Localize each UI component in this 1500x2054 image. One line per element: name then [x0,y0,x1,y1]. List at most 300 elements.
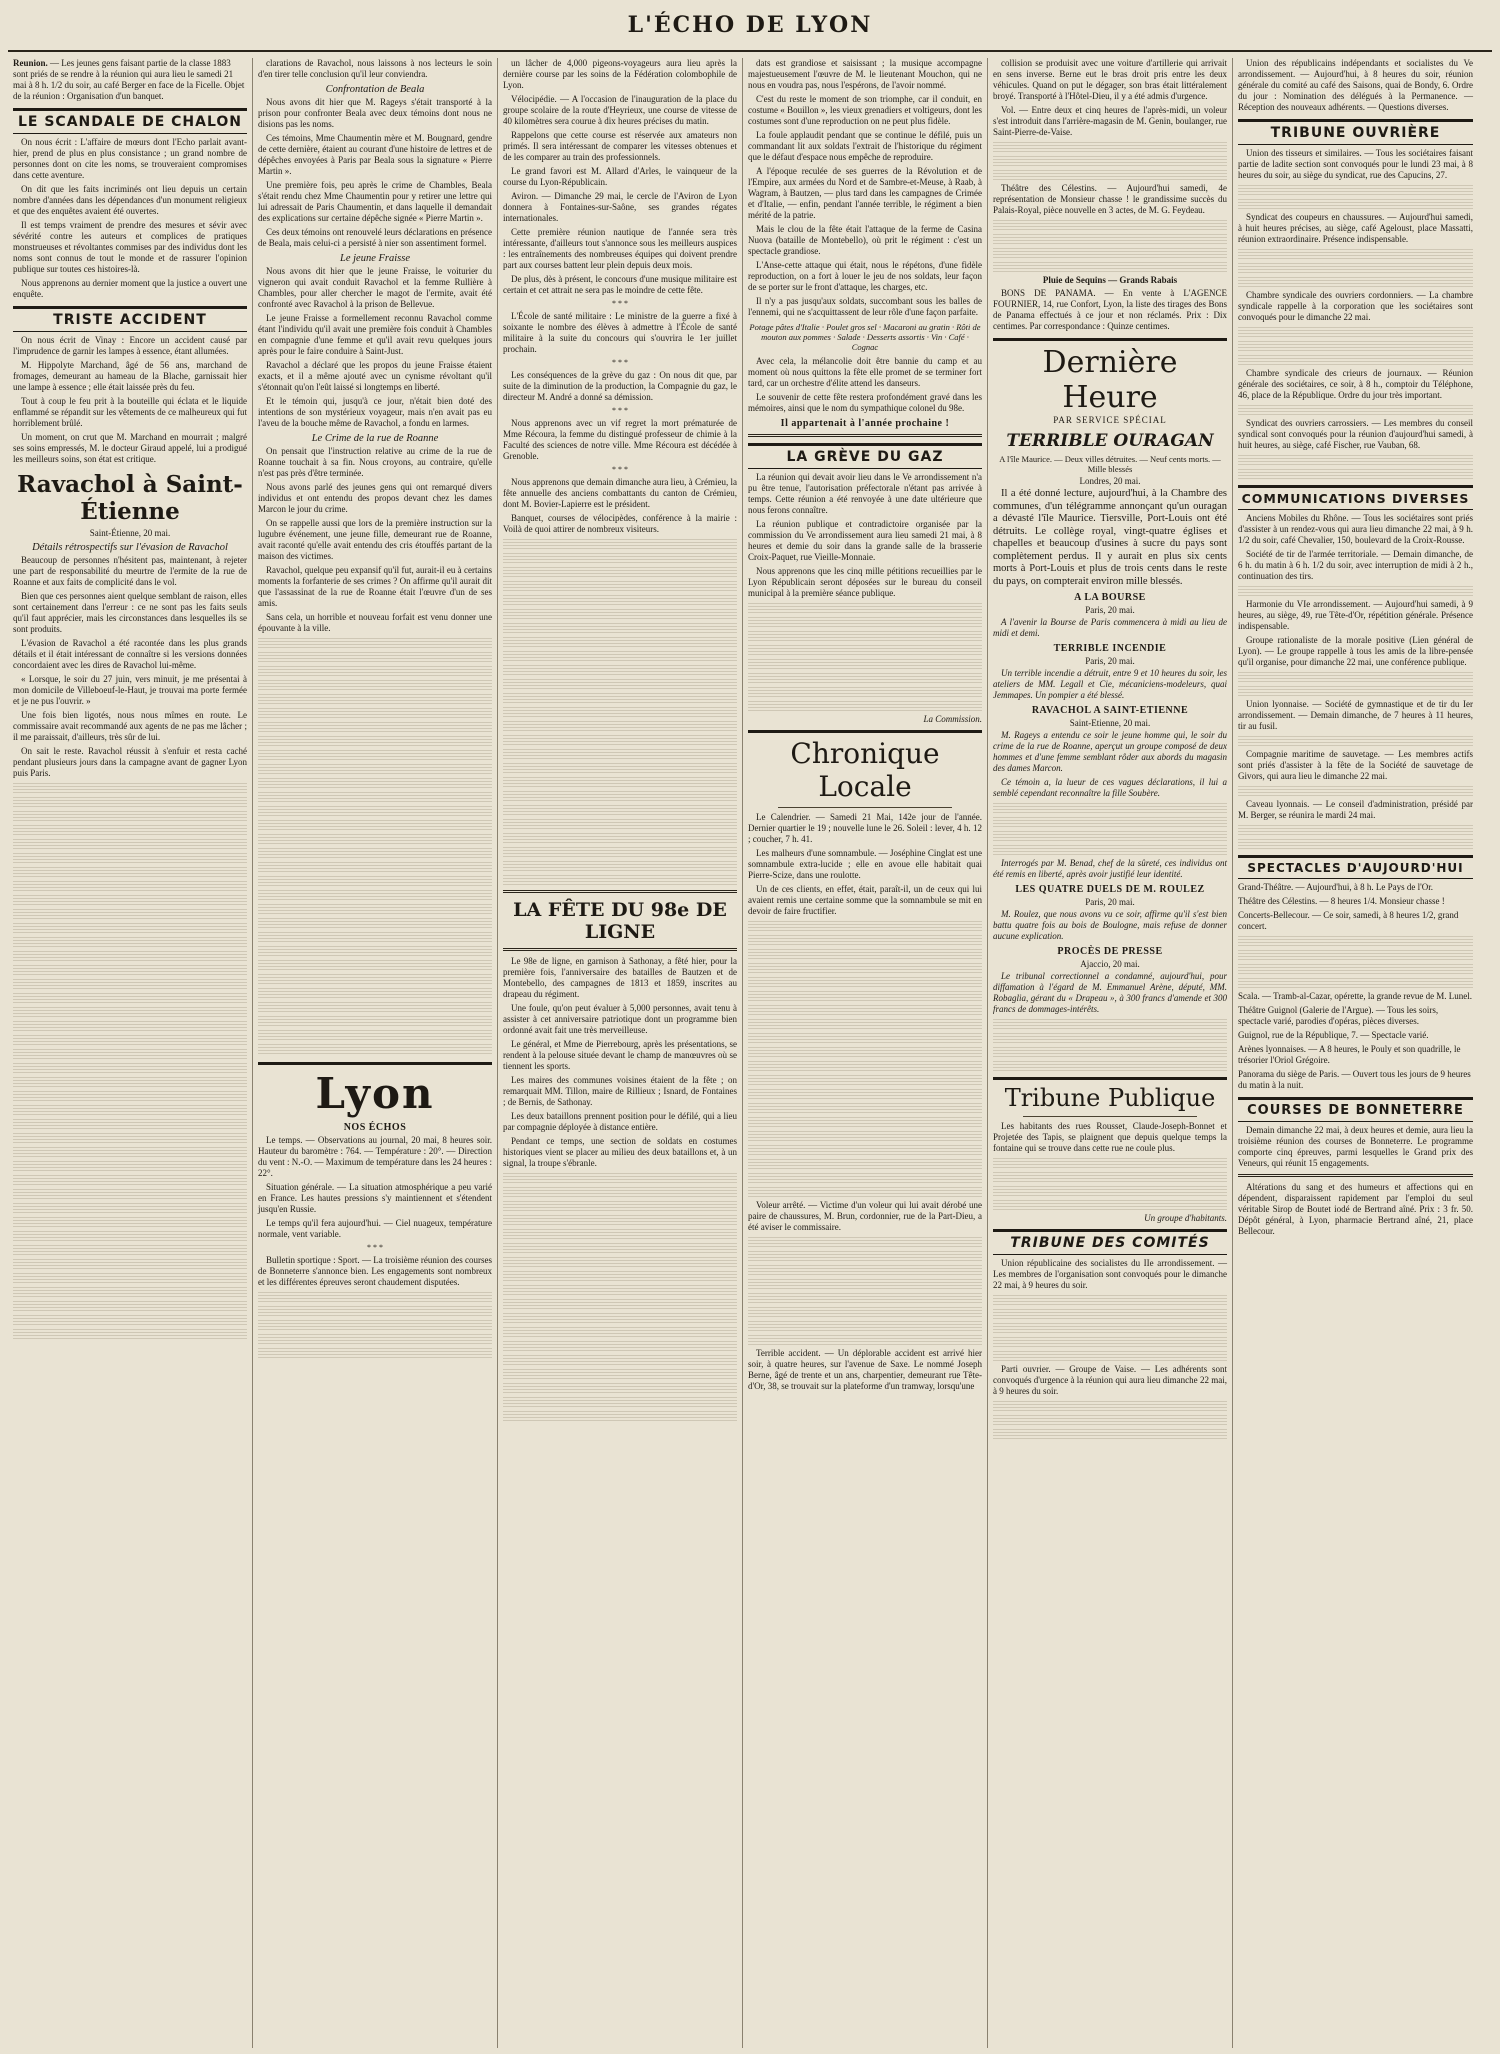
text-block [258,1347,492,1358]
article-paragraph: Chambre syndicale des crieurs de journaux. — Réunion générale des sociétaires, ce soir, à 8 h., comptoir du Téléphone, 46, place de la République. Ordre du jour très important. [1238,368,1473,400]
listing-item: Guignol, rue de la République, 7. — Spectacle varié. [1238,1030,1429,1040]
text-block [258,903,492,914]
article-paragraph: Un terrible incendie a détruit, entre 9 et 10 heures du soir, les ateliers de MM. Legall et Cie, mécaniciens-modeleurs, quai Jemmapes. Un pompier a été blessé. [993,668,1227,700]
text-block [1238,198,1473,209]
text-block [993,844,1227,855]
article-paragraph: De plus, dès à présent, le concours d'une musique militaire est certain et cet attrait ne sera pas le moindre de cette fête. [503,274,737,295]
text-block [503,650,737,661]
article-paragraph: Harmonie du VIe arrondissement. — Aujourd'hui samedi, à 9 heures, au siège, 49, rue Tête-d'Or, répétition générale. Présence indispensable. [1238,599,1473,631]
article-paragraph: Ce témoin a, la lueur de ces vagues déclarations, il lui a semblé cependant reconnaître la fille Soubère. [993,777,1227,798]
text-block [503,1228,737,1239]
text-block [503,776,737,787]
text-block [993,1185,1227,1196]
article-paragraph: Rappelons que cette course est réservée aux amateurs non primés. Il sera intéressant de comparer les vitesses obtenues et de les comparer au train des professionnels. [503,130,737,162]
headline-tribune-comites: TRIBUNE DES COMITÉS [993,1229,1227,1255]
text-block [258,749,492,760]
headline-ouragan: TERRIBLE OURAGAN [1006,431,1214,451]
text-block [748,962,982,973]
text-block [13,1160,247,1171]
text-block [748,616,982,627]
text-block [503,1298,737,1309]
text-block [993,219,1227,230]
text-block [13,1090,247,1101]
text-block [258,665,492,676]
text-block [503,1284,737,1295]
text-block [993,1322,1227,1333]
section-subtitle: PAR SERVICE SPÉCIAL [1053,415,1167,425]
text-block [258,679,492,690]
text-block [258,651,492,662]
article-paragraph: Union des tisseurs et similaires. — Tous les sociétaires faisant partie de ladite section sont convoqués pour le lundi 23 mai, à 8 heures du soir, au siège du syndicat, rue des Capucins, 27. [1238,148,1473,180]
dateline: Paris, 20 mai. [1085,605,1135,615]
article-paragraph: Le grand favori est M. Allard d'Arles, le vainqueur de la course du Lyon-Républicain. [503,166,737,187]
article-paragraph: Caveau lyonnais. — Le conseil d'administration, présidé par M. Berger, se réunira le mardi 24 mai. [1238,799,1473,820]
article-paragraph: Nous avons dit hier que le jeune Fraisse, le voiturier du vigneron qui avait conduit Ravachol et la femme Rullière à Chambles, pour aller chercher le magot de l'ermite, avait été confronté avec Ravachol à la prison de Bellevue. [258,266,492,309]
text-block [1238,963,1473,974]
dateline: Saint-Étienne, 20 mai. [89,528,171,538]
text-block [13,1202,247,1213]
text-block [1238,977,1473,988]
text-block [748,1306,982,1317]
text-block [503,706,737,717]
text-block [258,1305,492,1316]
headline-chronique-locale: Chronique Locale [748,730,982,803]
text-block [503,734,737,745]
text-block [258,791,492,802]
text-block [258,833,492,844]
divider [1238,1174,1473,1177]
text-block [503,804,737,815]
text-block [748,1018,982,1029]
listing-item: Panorama du siège de Paris. — Ouvert tous les jours de 9 heures du matin à la nuit. [1238,1069,1471,1090]
text-block [13,1244,247,1255]
text-block [503,1200,737,1211]
advert-alterations: Altérations du sang et des humeurs et affections qui en dépendent, disparaissent rapidement par l'emploi du seul véritable Sirop de Boutet iodé de Bertrand aîné. Prix : 3 fr. 50. Dépôt général, à Lyon, pharmacie Bertrand aîné, 21, place Bellecour. [1238,1182,1473,1236]
text-block [13,1174,247,1185]
text-block [503,692,737,703]
text-block [13,908,247,919]
article-paragraph: On se rappelle aussi que lors de la première instruction sur la lugubre événement, une jeune fille, demeurant rue de Roanne, avait raconté qu'elle avait entendu des cris étouffés partant de la maison des victimes. [258,518,492,561]
text-block [258,959,492,970]
text-block [1238,276,1473,287]
text-block [1238,340,1473,351]
subheading-roanne: Le Crime de la rue de Roanne [311,433,439,444]
text-block [503,608,737,619]
text-block [1238,262,1473,273]
text-block [748,1144,982,1155]
text-block [258,987,492,998]
article-paragraph: Avec cela, la mélancolie doit être bannie du camp et au moment où nous quittons la fête elle promet de se terminer fort tard, car un orchestre d'élite attend les danseurs. [748,356,982,388]
article-paragraph: un lâcher de 4,000 pigeons-voyageurs aura lieu après la dernière course par les soins de la Fédération colombophile de Lyon. [503,58,737,90]
text-block [993,169,1227,180]
article-paragraph: Nous apprenons que les cinq mille pétitions recueillies par le Lyon Républicain seront déposées sur le bureau du conseil municipal à la première séance publique. [748,566,982,598]
text-block [503,1186,737,1197]
text-block [13,964,247,975]
text-block [13,922,247,933]
article-paragraph: Banquet, courses de vélocipèdes, conférence à la mairie : Voilà de quoi attirer de nombreux visiteurs. [503,513,737,534]
text-block [13,1258,247,1269]
separator-stars: * * * [367,1243,383,1252]
article-paragraph: Le tribunal correctionnel a condamné, aujourd'hui, pour diffamation à l'égard de M. Emmanuel Arène, député, MM. Robaglia, gérant du « Drapeau », à 300 francs d'amende et 300 francs de dommages-intérêts. [993,971,1227,1014]
subheading-fraisse: Le jeune Fraisse [340,253,410,264]
headline-spectacles: SPECTACLES D'AUJOURD'HUI [1238,855,1473,879]
text-block [503,720,737,731]
text-block [503,818,737,829]
text-block [258,1001,492,1012]
text-block [258,707,492,718]
text-block [748,1060,982,1071]
text-block [748,948,982,959]
article-paragraph: Mais le clou de la fête était l'attaque de la ferme de Casina Nuova (bataille de Montebello), où prit le régiment : c'est un spectacle grandiose. [748,224,982,256]
text-block [258,637,492,648]
text-block [13,992,247,1003]
text-block [13,1062,247,1073]
text-block [503,678,737,689]
signature: Un groupe d'habitants. [1144,1213,1227,1223]
dateline: Londres, 20 mai. [1079,476,1141,486]
article-paragraph: Il a été donné lecture, aujourd'hui, à la Chambre des communes, d'un télégramme annonçant qu'un ouragan a dévasté l'île Maurice. Tiersville, Port-Louis ont été détruits. Le collège royal, vingt-quatre églises et chapelles et beaucoup d'usines à sucre du pays sont complètement perdus. Il y aurait en plus six cents morts à Port-Louis et plus de trois cents dans le reste du pays, on compterait environ mille blessés. [993,488,1227,587]
column-6 [1233,58,1478,2048]
text-block [13,824,247,835]
text-block [748,1032,982,1043]
article-paragraph: « Lorsque, le soir du 27 juin, vers minuit, je me présentai à mon domicile de Villeboeuf-le-Haut, je trouvai ma porte fermée et je ne pus l'ouvrir. » [13,674,247,706]
subheading-confrontation: Confrontation de Beala [325,84,425,95]
article-paragraph: Les habitants des rues Rousset, Claude-Joseph-Bonnet et Projetée des Tapis, se plaignent que depuis quelque temps la fontaine qui se trouve dans cette rue ne coule plus. [993,1121,1227,1153]
article-paragraph: M. Hippolyte Marchand, âgé de 56 ans, marchand de fromages, demeurant au hameau de la Blache, garnissait hier une lampe à essence ; elle était laissée près du feu. [13,360,247,392]
text-block [13,978,247,989]
article-paragraph: Société de tir de l'armée territoriale. — Demain dimanche, de 6 h. du matin à 6 h. 1/2 du soir, avec interruption de midi à 2 h., continuation des tirs. [1238,549,1473,581]
text-block [503,1214,737,1225]
text-block [503,538,737,549]
text-block [1238,685,1473,696]
divider [748,434,982,437]
text-block [748,1102,982,1113]
article-paragraph: Terrible accident. — Un déplorable accident est arrivé hier soir, à quatre heures, sur l'avenue de Saxe. Le nommé Joseph Berne, âgé de trente et un ans, charpentier, demeurant rue Tête-d'Or, 38, se trouvait sur la plateforme d'un tramway, lorsqu'une [748,1348,982,1391]
article-paragraph: On pensait que l'instruction relative au crime de la rue de Roanne touchait à sa fin. Nous croyons, au contraire, qu'elle n'est pas près d'être terminée. [258,446,492,478]
headline-scandale: LE SCANDALE DE CHALON [13,108,247,134]
article-paragraph: Nous apprenons avec un vif regret la mort prématurée de Mme Récoura, la femme du distingué professeur de chimie à la Faculté des sciences de notre ville. Mme Récoura est décédée à Grenoble. [503,418,737,461]
article-paragraph: Ravachol a déclaré que les propos du jeune Fraisse étaient exacts, et il a même ajouté avec un cynisme révoltant qu'il s'étonnait qu'on l'eût laissé si longtemps en liberté. [258,360,492,392]
text-block [1238,838,1473,849]
text-block [993,1060,1227,1071]
article-paragraph: Demain dimanche 22 mai, à deux heures et demie, aura lieu la troisième réunion des courses de Bonneterre. Le programme comporte cinq épreuves, parmi lesquelles le Grand prix des Veneurs, qui réunit 15 engagements. [1238,1125,1473,1168]
text-block [748,1116,982,1127]
headline-communications: COMMUNICATIONS DIVERSES [1238,485,1473,510]
text-block [13,1048,247,1059]
article-paragraph: Le souvenir de cette fête restera profondément gravé dans les mémoires, ainsi que le nom du sympathique colonel du 98e. [748,392,982,413]
text-block [13,1132,247,1143]
separator-stars: * * * [612,358,628,367]
text-block [258,1015,492,1026]
subheading: Détails rétrospectifs sur l'évasion de Ravachol [32,542,228,553]
article-paragraph: Ces deux témoins ont renouvelé leurs déclarations en présence de Beala, mais celui-ci a persisté à nier son assentiment formel. [258,227,492,248]
text-block [503,1354,737,1365]
text-block [993,1428,1227,1439]
text-block [748,1334,982,1345]
article-paragraph: Le temps. — Observations au journal, 20 mai, 8 heures soir. Hauteur du baromètre : 764. — Température : 20°. — Direction du vent : N.-O. — Maximum de température dans les 24 heures : 22°. [258,1135,492,1178]
section-title-tribune-publique: Tribune Publique [993,1077,1227,1112]
text-block [1238,671,1473,682]
headline-accident: TRISTE ACCIDENT [13,306,247,332]
dateline: Ajaccio, 20 mai. [1080,959,1140,969]
text-block [993,1199,1227,1210]
article-paragraph: Théâtre des Célestins. — Aujourd'hui samedi, 4e représentation de Monsieur chasse ! le grandissime succès du Palais-Royal, pièce nouvelle en 3 actes, de M. G. Feydeau. [993,183,1227,215]
headline-bourse: A LA BOURSE [1074,592,1146,603]
text-block [503,1368,737,1379]
text-block [503,748,737,759]
column-2 [253,58,498,2048]
article-paragraph: clarations de Ravachol, nous laissons à nos lecteurs le soin d'en tirer telle conclusion qu'il leur conviendra. [258,58,492,79]
text-block [1238,785,1473,796]
text-block [258,693,492,704]
article-paragraph: Une fois bien ligotés, nous nous mîmes en route. Le commissaire avait recommandé aux agents de ne pas me lâcher ; il me paraissait, d'ailleurs, très sûr de lui. [13,710,247,742]
text-block [258,889,492,900]
article-paragraph: Une foule, qu'on peut évaluer à 5,000 personnes, avait tenu à assister à cet anniversaire patriotique dont un programme bien ordonné avait fait une très merveilleuse. [503,1003,737,1035]
text-block [993,141,1227,152]
text-block [503,832,737,843]
article-paragraph: Sans cela, un horrible et nouveau forfait est venu donner une épouvante à la ville. [258,612,492,633]
closing-line: Il appartenait à l'année prochaine ! [780,418,950,429]
text-block [258,763,492,774]
article-paragraph: Union lyonnaise. — Société de gymnastique et de tir du Ier arrondissement. — Demain dimanche, de 7 heures à 11 heures, tir au fusil. [1238,699,1473,731]
section-title-derniere-heure: Dernière Heure [993,338,1227,415]
text-block [748,1074,982,1085]
text-block [993,1018,1227,1029]
article-paragraph: Un de ces clients, en effet, était, paraît-il, un de ceux qui lui avaient remis une certaine somme que la somnambule se mit en devoir de faire fructifier. [748,884,982,916]
text-block [1238,935,1473,946]
article-paragraph: Vol. — Entre deux et cinq heures de l'après-midi, un voleur s'est introduit dans l'arrière-magasin de M. Genin, boulanger, rue Saint-Pierre-de-Vaise. [993,105,1227,137]
dateline: Paris, 20 mai. [1085,897,1135,907]
column-3 [498,58,743,2048]
text-block [748,700,982,711]
article-paragraph: Ces témoins, Mme Chaumentin mère et M. Bougnard, gendre de cette dernière, étaient au courant d'une histoire de lettres et de dépêches envoyées à Paris par Beala sous la signature « Pierre Martin ». [258,133,492,176]
article-paragraph: Les deux bataillons prennent position pour le défilé, qui a lieu par compagnie déployée à distance entière. [503,1111,737,1132]
headline-proces-presse: PROCÈS DE PRESSE [1057,946,1163,957]
text-block [503,1382,737,1393]
text-block [258,1319,492,1330]
text-block [13,1300,247,1311]
text-block [993,1171,1227,1182]
listing-item: Théâtre des Célestins. — 8 heures 1/4. Monsieur chasse ! [1238,896,1445,906]
reunion-heading: Reunion. [13,58,48,68]
text-block [258,861,492,872]
text-block [993,830,1227,841]
article-paragraph: Le Calendrier. — Samedi 21 Mai, 142e jour de l'année. Dernier quartier le 19 ; nouvelle lune le 26. Soleil : lever, 4 h. 12 ; coucher, 7 h. 41. [748,812,982,844]
article-paragraph: A l'avenir la Bourse de Paris commencera à midi au lieu de midi et demi. [993,617,1227,638]
text-block [1238,824,1473,835]
article-paragraph: L'École de santé militaire : Le ministre de la guerre a fixé à soixante le nombre des élèves à admettre à l'École de santé militaire à la suite du concours qui s'ouvrira le 1er juillet prochain. [503,311,737,354]
separator-stars: * * * [612,299,628,308]
text-block [13,866,247,877]
text-block [13,782,247,793]
article-paragraph: Une première fois, peu après le crime de Chambles, Beala s'était rendu chez Mme Chaumentin pour y retirer une lettre qui lui adressait de Paris Chaumentin, et dans laquelle il demandait des explications sur certaine dépêche signée « Pierre Martin ». [258,180,492,223]
text-block [258,819,492,830]
separator-stars: * * * [612,406,628,415]
text-block [993,1046,1227,1057]
text-block [503,664,737,675]
text-block [13,852,247,863]
text-block [1238,184,1473,195]
column-4 [743,58,988,2048]
text-block [258,1291,492,1302]
text-block [258,721,492,732]
text-block [1238,248,1473,259]
article-paragraph: Nous apprenons au dernier moment que la justice a ouvert une enquête. [13,278,247,299]
text-block [503,1312,737,1323]
text-block [748,976,982,987]
text-block [748,602,982,613]
text-block [503,580,737,591]
article-paragraph: Ravachol, quelque peu expansif qu'il fut, aurait-il eu à certains moments la forfanterie de ses crimes ? On affirme qu'il aurait dit que l'assassinat de la rue de Roanne était l'œuvre d'un de ses amis. [258,565,492,608]
text-block [748,1046,982,1057]
divider [778,807,952,808]
text-block [993,1414,1227,1425]
subheading: A l'île Maurice. — Deux villes détruites. — Neuf cents morts. — Mille blessés [999,454,1221,474]
article-paragraph: Aviron. — Dimanche 29 mai, le cercle de l'Aviron de Lyon donnera à Fontaines-sur-Saône, ses grandes régates internationales. [503,191,737,223]
text-block [258,1043,492,1054]
text-block [13,1146,247,1157]
text-block [13,1118,247,1129]
column-1 [8,58,253,2048]
article-paragraph: Interrogés par M. Benad, chef de la sûreté, ces individus ont été remis en liberté, après avoir justifié leur identité. [993,858,1227,879]
text-block [748,1004,982,1015]
article-paragraph: Parti ouvrier. — Groupe de Vaise. — Les adhérents sont convoqués d'urgence à la réunion qui aura lieu dimanche 22 mai, à 9 heures du soir. [993,1364,1227,1396]
article-paragraph: On nous écrit : L'affaire de mœurs dont l'Echo parlait avant-hier, prend de plus en plus consistance ; un grand nombre de personnes dont on cite les noms, se trouveraient compromises dans cette aventure. [13,137,247,180]
text-block [258,847,492,858]
divider [503,890,737,893]
text-block [13,894,247,905]
headline-ravachol-st-etienne: RAVACHOL A SAINT-ETIENNE [1031,705,1189,716]
article-paragraph: Pendant ce temps, une section de soldats en costumes historiques vient se placer au milieu des deux bataillons et, à un signal, la troupe s'ébranle. [503,1136,737,1168]
text-block [13,1216,247,1227]
reunion-notice [13,58,247,102]
subheading-echos: NOS ÉCHOS [343,1122,407,1133]
text-block [748,1264,982,1275]
headline-courses-bonneterre: COURSES DE BONNETERRE [1238,1097,1473,1122]
text-block [993,247,1227,258]
article-paragraph: Syndicat des ouvriers carrossiers. — Les membres du conseil syndical sont convoqués pour la réunion d'aujourd'hui samedi, à huit heures, au siège, café Fischer, rue Vauban, 68. [1238,418,1473,450]
text-block [13,1006,247,1017]
text-block [748,658,982,669]
text-block [1238,326,1473,337]
column-5 [988,58,1233,2048]
text-block [503,1256,737,1267]
text-block [258,1333,492,1344]
article-paragraph: collision se produisit avec une voiture d'artillerie qui arrivait en sens inverse. Berne eut le bras droit pris entre les deux véhicules. Quand on put le dégager, son bras était littéralement broyé. Transporté à l'Hôtel-Dieu, il y a été admis d'urgence. [993,58,1227,101]
article-paragraph: A l'époque reculée de ses guerres de la Révolution et de l'Empire, aux armées du Nord et de Sambre-et-Meuse, à Raab, à Wagram, à Bautzen, — plus tard dans les campagnes de Crimée et d'Italie, — enfin, pendant l'année terrible, le régiment a bien mérité de la patrie. [748,166,982,220]
article-paragraph: M. Rageys a entendu ce soir le jeune homme qui, le soir du crime de la rue de Roanne, aperçut un groupe composé de deux hommes et d'une femme semblant rôder aux abords du magasin des dames Marcon. [993,730,1227,773]
text-block [503,1270,737,1281]
article-paragraph: Le général, et Mme de Pierrebourg, après les présentations, se rendent à la pelouse située devant le champ de manœuvres où se tiennent les sports. [503,1039,737,1071]
text-block [748,1088,982,1099]
text-block [503,594,737,605]
text-block [13,1286,247,1297]
text-block [503,860,737,871]
article-paragraph: On sait le reste. Ravachol réussit à s'enfuir et resta caché pendant plusieurs jours dans la campagne avant de gagner Lyon puis Paris. [13,746,247,778]
text-block [258,931,492,942]
advert-bons-panama: BONS DE PANAMA. — En vente à L'AGENCE FOURNIER, 14, rue Confort, Lyon, la liste des tirages des Bons de Panama effectués à ce jour et non réclamés. Prix : Dix centimes. Par correspondance : Quinze centimes. [993,288,1227,331]
text-block [258,917,492,928]
article-paragraph: Cette première réunion nautique de l'année sera très intéressante, d'ailleurs tout s'annonce sous les meilleurs auspices : les entraînements des nombreuses équipes qui doivent prendre part aux courses battent leur plein depuis deux mois. [503,227,737,270]
article-paragraph: Union des républicains indépendants et socialistes du Ve arrondissement. — Aujourd'hui, à 8 heures du soir, réunion générale du comité au café des Saisons, quai de Bondy, 6. Ordre du jour : Nomination des délégués à la Permanence. — Réception des nouveaux adhérents. — Questions diverses. [1238,58,1473,112]
text-block [258,777,492,788]
text-block [748,934,982,945]
text-block [993,1350,1227,1361]
article-paragraph: Le jeune Fraisse a formellement reconnu Ravachol comme étant l'individu qu'il avait une première fois conduit à Chambles en compagnie d'une femme et qu'il avait revu quelques jours après pour le faire conduire à Saint-Just. [258,313,492,356]
text-block [748,630,982,641]
text-block [503,874,737,885]
headline-greve-gaz: LA GRÈVE DU GAZ [748,443,982,469]
article-paragraph: La réunion qui devait avoir lieu dans le Ve arrondissement n'a pu être tenue, l'autorisation préfectorale n'étant pas arrivée à temps. Cette réunion a été renvoyée à une date ultérieure que nous ferons connaître. [748,472,982,515]
text-block [748,920,982,931]
article-paragraph: On dit que les faits incriminés ont lieu depuis un certain nombre d'années dans les dépendances d'un monument religieux et que des enquêtes avaient été ouvertes. [13,184,247,216]
article-paragraph: Tout à coup le feu prit à la bouteille qui éclata et le liquide enflammé se répandit sur les vêtements de ce malheureux qui fut horriblement brûlé. [13,396,247,428]
text-block [13,1328,247,1339]
text-block [13,1314,247,1325]
text-block [13,1230,247,1241]
listing-item: Théâtre Guignol (Galerie de l'Argue). — Tous les soirs, spectacle varié, parodies d'opéras, pièces diverses. [1238,1005,1439,1026]
text-block [748,990,982,1001]
text-block [1238,454,1473,465]
advert-banner: Pluie de Sequins — Grands Rabais [1042,275,1178,285]
text-block [13,936,247,947]
article-paragraph: Nous avons parlé des jeunes gens qui ont remarqué divers individus et ont entendu des propos devant chez les dames Marcon le jour du crime. [258,482,492,514]
article-paragraph: La réunion publique et contradictoire organisée par la commission du Ve arrondissement aura lieu samedi 21 mai, à 8 heures et demie du soir dans la grande salle de la brasserie Croix-Paquet, rue Vieille-Monnaie. [748,519,982,562]
text-block [748,1278,982,1289]
headline-tribune-ouvriere: TRIBUNE OUVRIÈRE [1238,119,1473,145]
article-paragraph: Il est temps vraiment de prendre des mesures et sévir avec sévérité contre les auteurs et complices de pratiques monstrueuses et révoltantes commises par des individus dont les noms sont connus de tout le monde et de rassurer l'opinion publique sur toutes ces histoires-là. [13,220,247,274]
separator-stars: * * * [612,465,628,474]
text-block [993,155,1227,166]
dateline: Paris, 20 mai. [1085,656,1135,666]
article-paragraph: Nous avons dit hier que M. Rageys s'était transporté à la prison pour confronter Beala avec deux témoins dont nous ne disions pas les noms. [258,97,492,129]
text-block [993,802,1227,813]
listing-item: Grand-Théâtre. — Aujourd'hui, à 8 h. Le Pays de l'Or. [1238,882,1433,892]
text-block [993,1157,1227,1168]
text-block [503,846,737,857]
text-block [1238,949,1473,960]
headline-fete-98e: LA FÊTE DU 98e DE LIGNE [513,899,727,943]
article-paragraph: Bulletin sportique : Sport. — La troisième réunion des courses de Bonneterre s'annonce bien. Les engagements sont nombreux et les différentes épreuves seront chaudement disputées. [258,1255,492,1287]
article-paragraph: Nous apprenons que demain dimanche aura lieu, à Crémieu, la fête annuelle des anciens combattants du canton de Crémieu, dont M. Bovier-Lapierre est le président. [503,477,737,509]
text-block [1238,354,1473,365]
article-paragraph: dats est grandiose et saisissant ; la musique accompagne majestueusement l'œuvre de M. le lieutenant Mouchon, qui ne nous en voudra pas, nous l'espérons, de l'avoir nommé. [748,58,982,90]
text-block [748,1236,982,1247]
article-paragraph: Et le témoin qui, jusqu'à ce jour, n'était bien doté des intentions de son mystérieux voyageur, mais n'en avait pas eu l'aveu de la bouche même de Ravachol, a fondu en larmes. [258,396,492,428]
text-block [13,1104,247,1115]
article-paragraph: On nous écrit de Vinay : Encore un accident causé par l'imprudence de garnir les lampes à essence, étant allumées. [13,335,247,356]
text-block [13,1034,247,1045]
article-paragraph: C'est du reste le moment de son triomphe, car il conduit, en costume « Bouillon », les vieux grenadiers et voltigeurs, dont les costumes sont d'une reproduction on ne peut plus fidèle. [748,94,982,126]
divider [1023,1116,1197,1117]
article-paragraph: Compagnie maritime de sauvetage. — Les membres actifs sont priés d'assister à la fête de la Société de sauvetage de Givors, qui aura lieu le dimanche 22 mai. [1238,749,1473,781]
article-paragraph: L'évasion de Ravachol a été racontée dans les plus grands détails et il était intéressant de connaître si les versions données concordaient avec les dires de Ravachol lui-même. [13,638,247,670]
article-paragraph: Les malheurs d'une somnambule. — Joséphine Cinglat est une somnambule extra-lucide ; elle en avoue elle habitait quai Pierre-Scize, dans une roulotte. [748,848,982,880]
article-paragraph: Le temps qu'il fera aujourd'hui. — Ciel nuageux, température normale, vent variable. [258,1218,492,1239]
section-title-lyon: Lyon [258,1062,492,1118]
article-paragraph: Le 98e de ligne, en garnison à Sathonay, a fêté hier, pour la première fois, l'anniversaire des batailles de Bautzen et de Montebello, des campagnes de 1813 et 1859, inscrites au drapeau du régiment. [503,956,737,999]
text-block [748,1186,982,1197]
text-block [258,735,492,746]
article-paragraph: Les conséquences de la grève du gaz : On nous dit que, par suite de la diminution de la production, la Compagnie du gaz, le directeur M. André a donné sa démission. [503,370,737,402]
text-block [1238,468,1473,479]
text-block [993,1400,1227,1411]
text-block [993,1308,1227,1319]
text-block [503,622,737,633]
article-paragraph: Beaucoup de personnes n'hésitent pas, maintenant, à rejeter une part de responsabilité du meurtre de l'ermite de la rue de Roanne et aux faits de complicité dans le vol. [13,555,247,587]
listing-item: Concerts-Bellecour. — Ce soir, samedi, à 8 heures 1/2, grand concert. [1238,910,1459,931]
article-paragraph: Groupe rationaliste de la morale positive (Lien général de Lyon). — Le groupe rappelle à tous les amis de la libre-pensée qu'il organise, pour dimanche 22 mai, une conférence publique. [1238,635,1473,667]
